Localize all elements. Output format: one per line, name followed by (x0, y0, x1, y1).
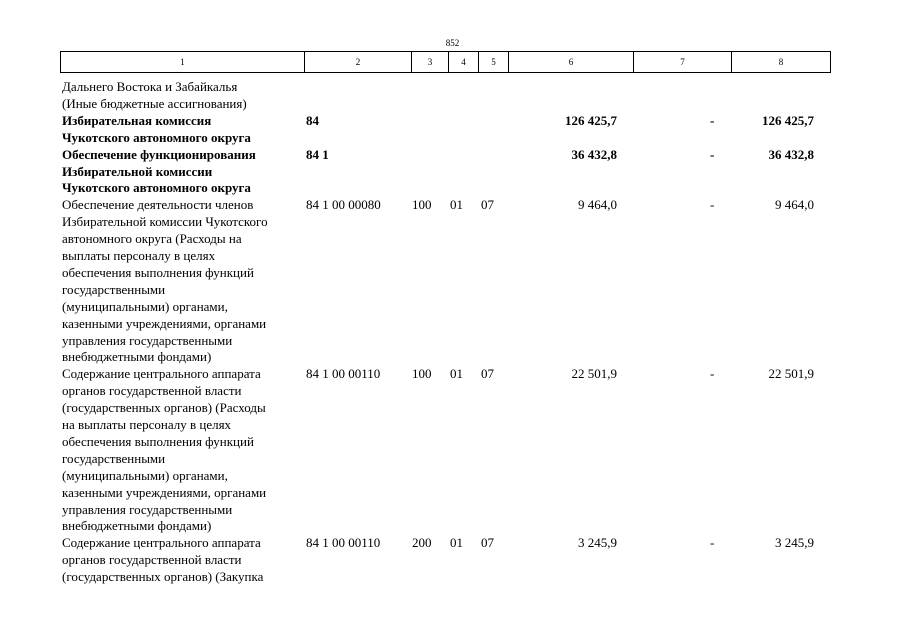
row-name-line: Обеспечение функционирования (62, 146, 256, 162)
row-code: 84 1 00 00080 (306, 197, 381, 213)
row-name (62, 147, 304, 198)
row-section: 01 (450, 535, 463, 551)
row-change: - (710, 146, 715, 162)
row-name (62, 79, 304, 113)
row-amount: 126 425,7 (565, 112, 617, 128)
row-type: 200 (412, 535, 432, 551)
row-name-line: обеспечения выполнения функций (62, 264, 254, 280)
row-section: 01 (450, 366, 463, 382)
row-name-line: Избирательная комиссия (62, 112, 212, 128)
row-change: - (710, 197, 715, 213)
row-name-line: Избирательной комиссии (62, 163, 213, 179)
row-name-line: Чукотского автономного округа (62, 180, 251, 196)
header-col-1: 1 (61, 52, 305, 73)
row-type: 100 (412, 197, 432, 213)
row-type: 100 (412, 366, 432, 382)
row-name-line: казенными учреждениями, органами (62, 484, 267, 500)
row-amount: 9 464,0 (578, 197, 617, 213)
row-name-line: Содержание центрального аппарата (62, 535, 261, 551)
row-amount: 36 432,8 (571, 146, 617, 162)
row-total: 22 501,9 (768, 366, 814, 382)
row-amount: 22 501,9 (571, 366, 617, 382)
row-name-line: обеспечения выполнения функций (62, 433, 254, 449)
header-col-8: 8 (732, 52, 831, 73)
header-col-7: 7 (634, 52, 732, 73)
row-name-line: (муниципальными) органами, (62, 298, 228, 314)
row-name-line: Содержание центрального аппарата (62, 366, 261, 382)
row-name-line: (Иные бюджетные ассигнования) (62, 95, 247, 111)
row-section: 01 (450, 197, 463, 213)
page-number: 852 (445, 38, 460, 48)
header-col-2: 2 (305, 52, 412, 73)
row-name-line: государственными (62, 281, 166, 297)
row-total: 9 464,0 (775, 197, 814, 213)
row-code: 84 (306, 112, 319, 128)
row-name-line: органов государственной власти (62, 552, 242, 568)
row-subsection: 07 (481, 197, 494, 213)
row-change: - (710, 535, 715, 551)
row-name (62, 366, 304, 535)
row-name-line: Избирательной комиссии Чукотского (62, 214, 268, 230)
row-name (62, 535, 304, 586)
row-subsection: 07 (481, 535, 494, 551)
row-name-line: органов государственной власти (62, 383, 242, 399)
row-total: 36 432,8 (768, 146, 814, 162)
row-name-line: казенными учреждениями, органами (62, 315, 267, 331)
row-name-line: на выплаты персоналу в целях (62, 417, 232, 433)
row-change: - (710, 112, 715, 128)
row-change: - (710, 366, 715, 382)
row-code: 84 1 (306, 146, 329, 162)
row-code: 84 1 00 00110 (306, 366, 381, 382)
row-subsection: 07 (481, 366, 494, 382)
row-name-line: (муниципальными) органами, (62, 467, 228, 483)
row-name (62, 113, 304, 147)
row-name-line: внебюджетными фондами) (62, 518, 212, 534)
header-col-3: 3 (412, 52, 449, 73)
row-name-line: (государственных органов) (Закупка (62, 569, 264, 585)
header-col-4: 4 (449, 52, 479, 73)
column-number-header (60, 51, 831, 73)
row-name-line: управления государственными (62, 501, 233, 517)
row-amount: 3 245,9 (578, 535, 617, 551)
row-name-line: управления государственными (62, 332, 233, 348)
row-name (62, 197, 304, 366)
row-total: 3 245,9 (775, 535, 814, 551)
row-name-line: Обеспечение деятельности членов (62, 197, 254, 213)
header-col-5: 5 (479, 52, 509, 73)
row-name-line: Чукотского автономного округа (62, 129, 251, 145)
row-name-line: Дальнего Востока и Забайкалья (62, 79, 238, 94)
row-name-line: автономного округа (Расходы на (62, 231, 242, 247)
row-code: 84 1 00 00110 (306, 535, 381, 551)
header-col-6: 6 (509, 52, 634, 73)
row-name-line: (государственных органов) (Расходы (62, 400, 266, 416)
row-total: 126 425,7 (762, 112, 814, 128)
row-name-line: выплаты персоналу в целях (62, 248, 216, 264)
row-name-line: внебюджетными фондами) (62, 349, 212, 365)
row-name-line: государственными (62, 450, 166, 466)
